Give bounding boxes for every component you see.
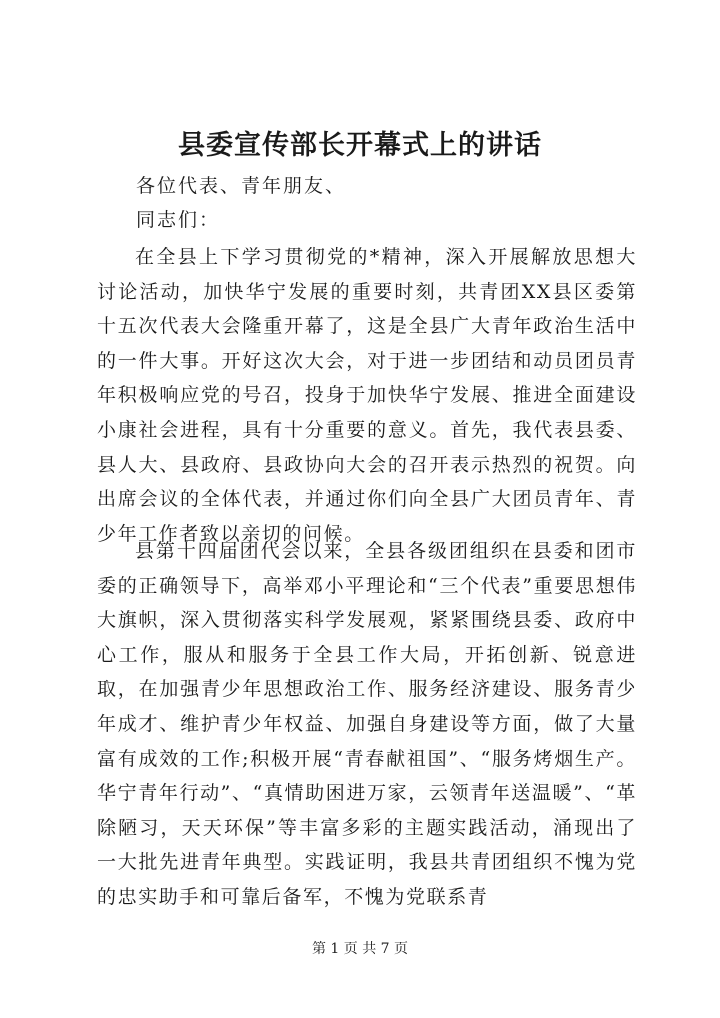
body-paragraph-2: 县第十四届团代会以来，全县各级团组织在县委和团市委的正确领导下，高举邓小平理论和“三个代表”重要思想伟大旗帜，深入贯彻落实科学发展观，紧紧围绕县委、政府中心工作，服从和服务于全县工作大局，开拓创新、锐意进取，在加强青少年思想政治工作、服务经济建设、服务青少年成才、维护青少年权益、加强自身建设等方面，做了大量富有成效的工作;积极开展“青春献祖国”、“服务烤烟生产。华宁青年行动”、“真情助困进万家，云领青年送温暖”、“革除陋习，天天环保”等丰富多彩的主题实践活动，涌现出了一大批先进青年典型。实践证明，我县共青团组织不愧为党的忠实助手和可靠后备军，不愧为党联系青 bbox=[97, 540, 637, 908]
document-title: 县委宣传部长开幕式上的讲话 bbox=[178, 130, 542, 161]
salutation-line-2: 同志们： bbox=[136, 209, 221, 231]
body-paragraph-1: 在全县上下学习贯彻党的*精神，深入开展解放思想大讨论活动，加快华宁发展的重要时刻，共青团XX县区委第十五次代表大会隆重开幕了，这是全县广大青年政治生活中的一件大事。开好这次大会，对于进一步团结和动员团员青年积极响应党的号召，投身于加快华宁发展、推进全面建设小康社会进程，具有十分重要的意义。首先，我代表县委、县人大、县政府、县政协向大会的召开表示热烈的祝贺。向出席会议的全体代表，并通过你们向全县广大团员青年、青少年工作者致以亲切的问候。 bbox=[97, 246, 637, 545]
salutation-line-1: 各位代表、青年朋友、 bbox=[136, 175, 347, 197]
page-number-footer: 第 1 页 共 7 页 bbox=[311, 941, 409, 957]
